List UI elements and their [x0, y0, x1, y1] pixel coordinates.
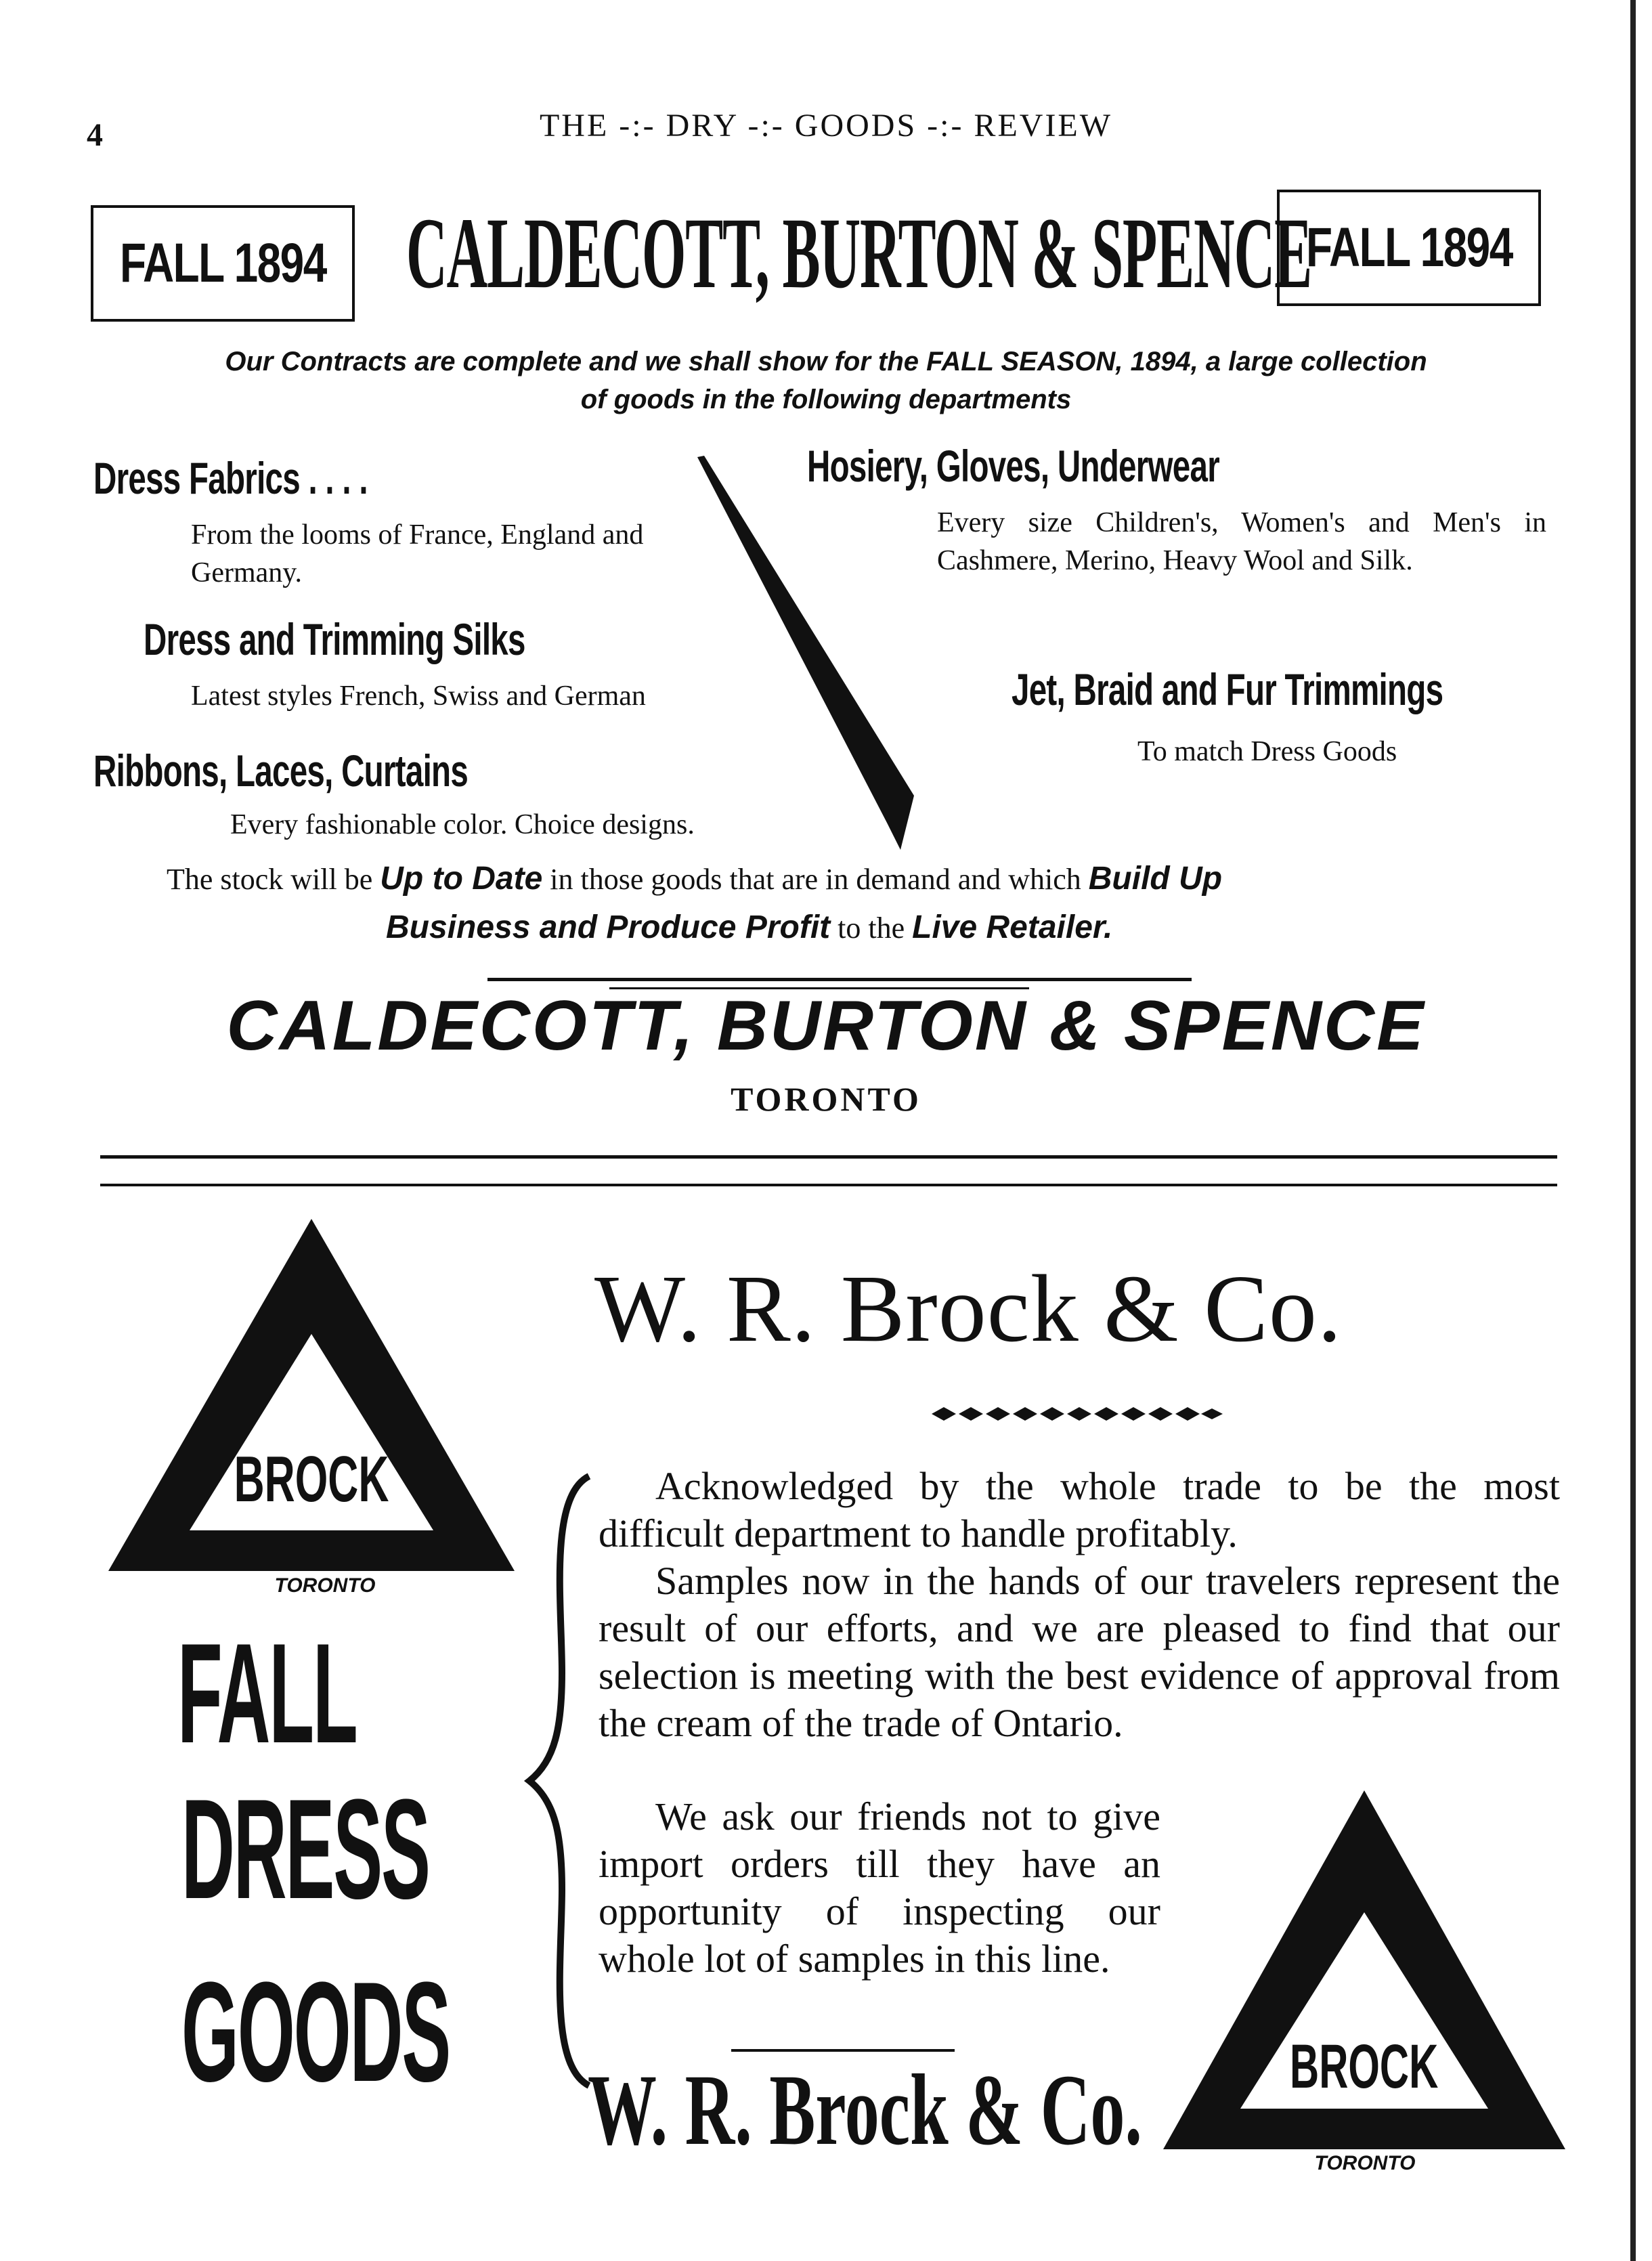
dept-ribbons-text: Every fashionable color. Choice designs.	[230, 809, 695, 840]
brock-paragraph-1: Acknowledged by the whole trade to be the most difficult department to handle profitably.	[599, 1464, 1560, 1555]
dept-dress-fabrics-text: From the looms of France, England and Germany.	[191, 519, 644, 588]
brock-paragraph-2: Samples now in the hands of our travelers represent the result of our efforts, and we are pleased to find that our selection is meeting with the best evidence of approval from the cream of the trade of Ontario.	[599, 1559, 1560, 1745]
intro-line-1: Our Contracts are complete and we shall show for the FALL SEASON, 1894, a large collection	[225, 347, 1427, 376]
stock-emph-4: Live Retailer.	[912, 909, 1113, 945]
caldecott-title	[406, 195, 1312, 330]
stock-emph-1: Up to Date	[380, 861, 543, 897]
side-word-goods: GOODS	[181, 1952, 450, 2111]
short-divider	[487, 978, 1192, 981]
intro-line-2: of goods in the following departments	[580, 385, 1072, 414]
stock-text-1: The stock will be	[167, 863, 373, 896]
stock-line-2	[386, 909, 1537, 946]
masthead: THE -:- DRY -:- GOODS -:- REVIEW	[539, 108, 1113, 144]
side-word-dress: DRESS	[181, 1769, 429, 1929]
brock-logo-large-city: TORONTO	[274, 1574, 376, 1597]
side-word-fall: FALL	[177, 1614, 357, 1773]
caldecott-title-text: CALDECOTT, BURTON & SPENCE	[406, 197, 1312, 309]
dept-silks-text: Latest styles French, Swiss and German	[191, 681, 646, 712]
caldecott-footer-city: TORONTO	[731, 1080, 921, 1118]
brock-paragraph-3: We ask our friends not to give import orders till they have an opportunity of inspecting our whole lot of samples in this line.	[599, 1794, 1160, 1981]
section-divider-bottom	[100, 1184, 1557, 1186]
brock-logo-large-word	[176, 1442, 447, 1517]
stock-line-1	[167, 860, 1494, 897]
dept-jet-text: To match Dress Goods	[1137, 736, 1397, 767]
brock-logo-small-word-text: BROCK	[1290, 2032, 1439, 2101]
stock-emph-2: Build Up	[1088, 861, 1223, 897]
ornament-divider	[932, 1402, 1223, 1426]
brock-signature	[588, 2052, 1197, 2168]
brock-logo-large-word-text: BROCK	[234, 1443, 389, 1515]
brock-logo-small-word	[1229, 2031, 1500, 2103]
binding-edge	[1630, 0, 1636, 2261]
dept-silks-heading: Dress and Trimming Silks	[144, 614, 525, 664]
brock-logo-small	[1163, 1790, 1565, 2163]
brock-logo-large	[108, 1219, 515, 1585]
dept-ribbons-heading: Ribbons, Laces, Curtains	[93, 746, 469, 796]
brock-signature-text: W. R. Brock & Co.	[588, 2054, 1142, 2166]
stock-text-2: in those goods that are in demand and which	[550, 863, 1081, 896]
dept-hosiery-text: Every size Children's, Women's and Men's in Cashmere, Merino, Heavy Wool and Silk.	[937, 507, 1546, 576]
brock-title: W. R. Brock & Co.	[594, 1255, 1343, 1362]
dept-dress-fabrics-heading: Dress Fabrics . . . .	[93, 453, 368, 503]
caldecott-footer-name: CALDECOTT, BURTON & SPENCE	[226, 987, 1426, 1065]
section-divider-top	[100, 1155, 1557, 1159]
diagonal-divider-stroke	[684, 444, 934, 857]
brock-logo-small-city: TORONTO	[1314, 2152, 1416, 2174]
fall-1894-box-right: FALL 1894	[1277, 190, 1541, 306]
stock-emph-3: Business and Produce Profit	[386, 909, 831, 945]
curly-brace	[521, 1469, 603, 2092]
dept-hosiery-heading: Hosiery, Gloves, Underwear	[807, 441, 1219, 491]
fall-1894-box-left: FALL 1894	[91, 205, 355, 322]
stock-text-3: to the	[838, 911, 905, 945]
dept-jet-heading: Jet, Braid and Fur Trimmings	[1012, 664, 1443, 714]
page-number: 4	[87, 117, 103, 153]
